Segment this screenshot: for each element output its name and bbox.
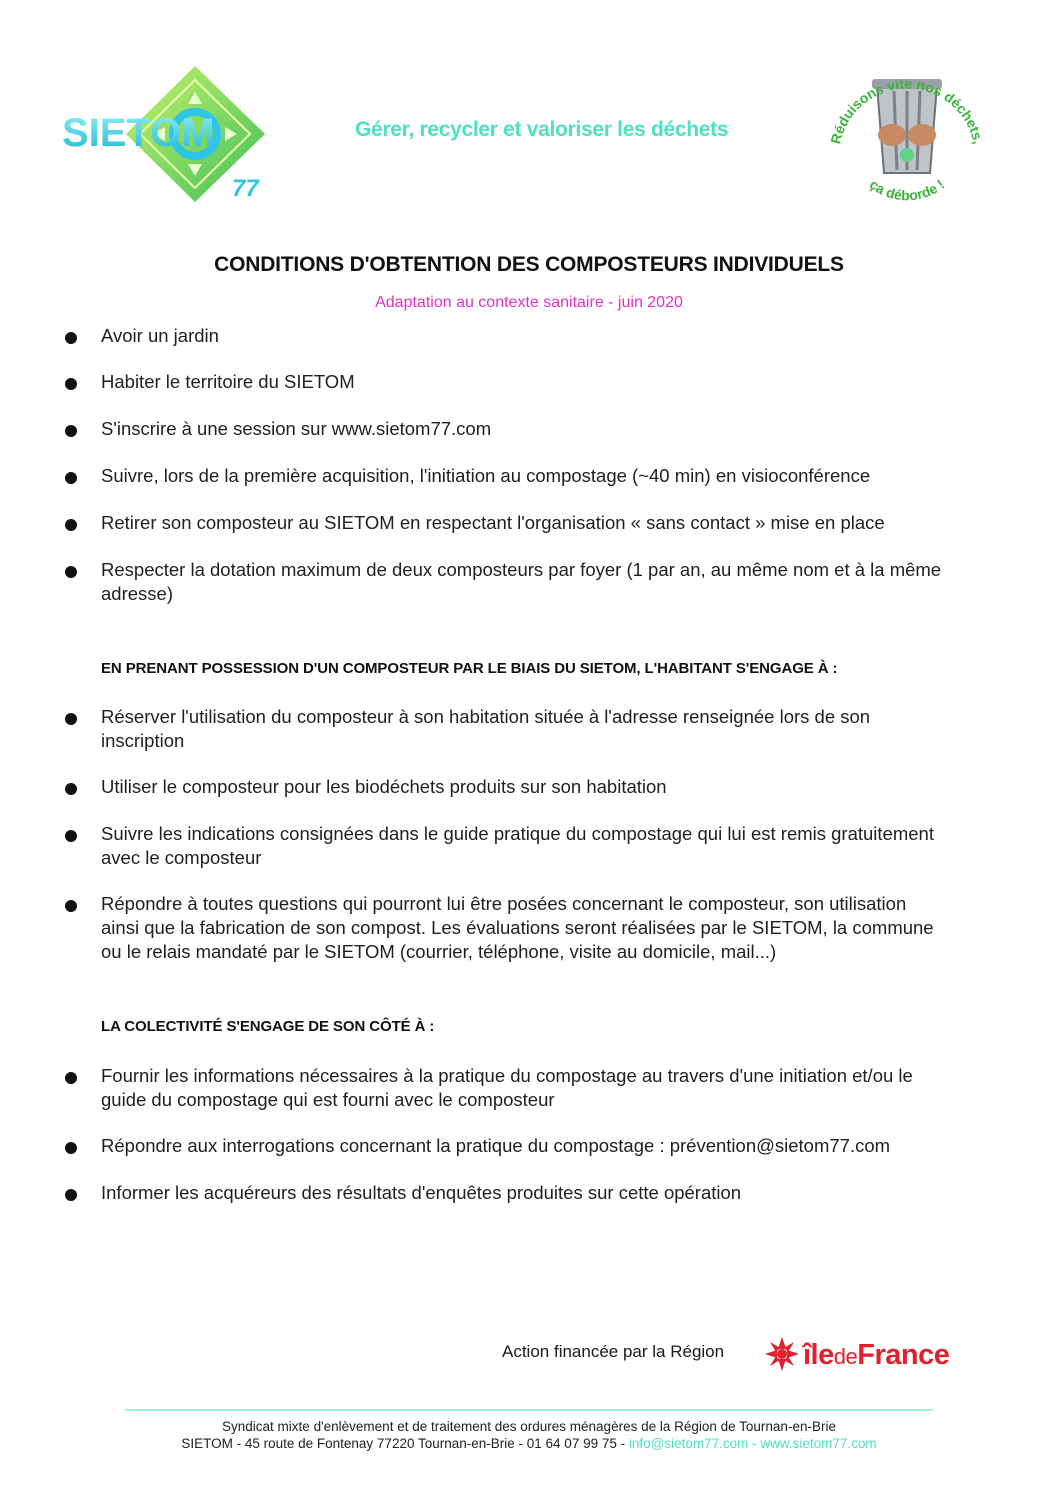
- footer-email-link[interactable]: info@sietom77.com: [628, 1436, 749, 1451]
- header: [0, 0, 1058, 230]
- footer-line-1: Syndicat mixte d'enlèvement et de traitement des ordures ménagères de la Région de Tournan-en-Brie: [222, 1419, 836, 1434]
- funding-text: Action financée par la Région: [502, 1342, 725, 1361]
- bullet-icon: [65, 713, 77, 725]
- page-title: CONDITIONS D'OBTENTION DES COMPOSTEURS INDIVIDUELS: [214, 253, 844, 276]
- svg-text:ça déborde !: ça déborde !: [866, 175, 948, 204]
- section-heading-collectivite: LA COLECTIVITÉ S'ENGAGE DE SON CÔTÉ À :: [101, 1018, 435, 1035]
- bullet-icon: [65, 425, 77, 437]
- svg-text:77: 77: [232, 175, 259, 202]
- footer-line-2: [0, 1436, 1058, 1451]
- bullet-icon: [65, 472, 77, 484]
- bullet-icon: [65, 519, 77, 531]
- svg-text:Réduisons vite nos déchets,: Réduisons vite nos déchets,: [827, 75, 987, 146]
- svg-text:îledeFrance: îledeFrance: [803, 1339, 950, 1371]
- footer-address: SIETOM - 45 route de Fontenay 77220 Tournan-en-Brie - 01 64 07 99 75 -: [181, 1436, 629, 1451]
- ile-de-france-logo: [763, 1334, 983, 1374]
- bullet-icon: [65, 566, 77, 578]
- section-heading-habitant: EN PRENANT POSSESSION D'UN COMPOSTEUR PAR LE BIAIS DU SIETOM, L'HABITANT S'ENGAGE À :: [101, 660, 838, 677]
- bullet-icon: [65, 783, 77, 795]
- footer-separator: -: [748, 1436, 761, 1451]
- bullet-icon: [65, 830, 77, 842]
- page-subtitle: Adaptation au contexte sanitaire - juin 2020: [375, 294, 683, 311]
- reduce-waste-badge: [822, 55, 992, 215]
- bullet-icon: [65, 1072, 77, 1084]
- footer-divider: [125, 1409, 933, 1411]
- bullet-icon: [65, 332, 77, 344]
- bullet-icon: [65, 1189, 77, 1201]
- svg-text:SIETOM: SIETOM: [62, 111, 215, 155]
- bullet-icon: [65, 378, 77, 390]
- footer-website-link[interactable]: www.sietom77.com: [760, 1436, 877, 1451]
- bullet-icon: [65, 1142, 77, 1154]
- tagline: Gérer, recycler et valoriser les déchets: [355, 118, 729, 141]
- sietom-logo: [60, 62, 275, 207]
- bullet-icon: [65, 900, 77, 912]
